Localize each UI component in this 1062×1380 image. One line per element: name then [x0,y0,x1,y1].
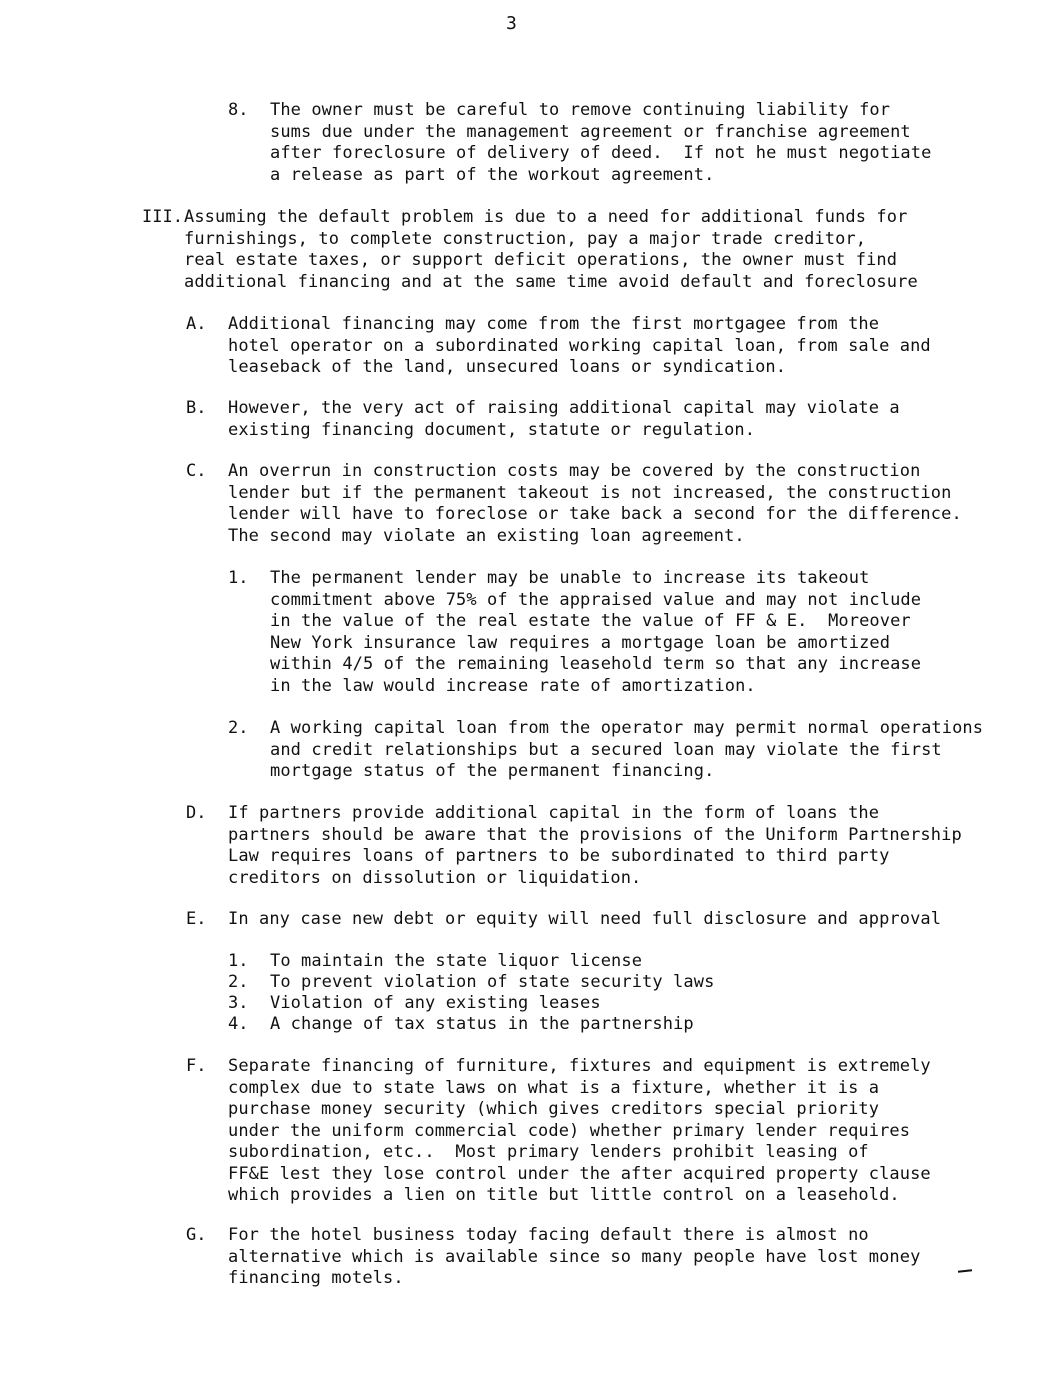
sub-item-c2-working-capital [228,718,983,783]
continuation-dash [958,1269,972,1272]
list-item-8-owner-liability [228,100,931,186]
item-text: To prevent violation of state security laws [270,972,715,992]
section-marker: III. [142,207,183,227]
item-text: However, the very act of raising additional capital may violate a existing financing document, statute or regulation. [228,398,900,440]
section-iii-additional-funds [142,207,918,293]
item-marker: G. [186,1225,207,1245]
item-text: Separate financing of furniture, fixtures and equipment is extremely complex due to state laws on what is a fixture, whether it is a purchase money security (which gives creditors special priority under the uniform commercial code) whether primary lender requires subordination, etc.. Most primary lenders prohibit leasing of FF&E lest they lose control under the after acquired property clause which provides a lien on title but little control on a leasehold. [228,1056,931,1205]
sub-item-c1-permanent-lender [228,568,921,697]
page-number: 3 [506,13,517,34]
item-marker: 1. [228,951,249,971]
item-text: The owner must be careful to remove continuing liability for sums due under the management agreement or franchise agreement after foreclosure of delivery of deed. If not he must negotiate a release as part of the workout agreement. [270,100,932,185]
item-text: Violation of any existing leases [270,993,601,1013]
item-text: A working capital loan from the operator may permit normal operations and credit relationships but a secured loan may violate the first mortgage status of the permanent financing. [270,718,984,781]
item-marker: F. [186,1056,207,1076]
item-marker: D. [186,803,207,823]
item-marker: 4. [228,1014,249,1034]
item-marker: 3. [228,993,249,1013]
item-marker: 2. [228,718,249,738]
item-marker: E. [186,909,207,929]
list-item-a-additional-financing [186,314,931,379]
item-marker: A. [186,314,207,334]
list-item-g-hotel-business [186,1225,920,1290]
item-marker: 8. [228,100,249,120]
item-text: To maintain the state liquor license [270,951,643,971]
item-marker: B. [186,398,207,418]
item-text: In any case new debt or equity will need full disclosure and approval [228,909,942,929]
item-text: A change of tax status in the partnership [270,1014,694,1034]
list-item-b-raising-capital [186,398,900,441]
list-item-d-partner-loans [186,803,962,889]
item-text: If partners provide additional capital in the form of loans the partners should be aware that the provisions of the Uniform Partnership Law requires loans of partners to be subordinated to third party creditors on dissolution or liquidation. [228,803,962,888]
item-text: Additional financing may come from the first mortgagee from the hotel operator on a subordinated working capital loan, from sale and leaseback of the land, unsecured loans or syndication. [228,314,931,377]
sub-item-e1-liquor-license [228,951,642,973]
section-text: Assuming the default problem is due to a need for additional funds for furnishings, to complete construction, pay a major trade creditor, real estate taxes, or support deficit operations, the owner must find additional financing and at the same time avoid default and foreclosure [184,207,918,292]
sub-item-e4-tax-status [228,1014,694,1036]
item-text: An overrun in construction costs may be covered by the construction lender but if the permanent takeout is not increased, the construction lender will have to foreclose or take back a second for the difference. The second may violate an existing loan agreement. [228,461,962,546]
item-text: For the hotel business today facing default there is almost no alternative which is available since so many people have lost money financing motels. [228,1225,921,1288]
item-marker: 1. [228,568,249,588]
sub-item-e3-leases [228,993,601,1015]
item-marker: 2. [228,972,249,992]
sub-item-e2-security-laws [228,972,714,994]
list-item-e-disclosure [186,909,941,931]
list-item-f-separate-financing [186,1056,931,1207]
item-text: The permanent lender may be unable to increase its takeout commitment above 75% of the appraised value and may not include in the value of the real estate the value of FF & E. Moreover New York insurance law requires a mortgage loan be amortized within 4/5 of the remaining leasehold term so that any increase in the law would increase rate of amortization. [270,568,922,696]
list-item-c-construction-overrun [186,461,962,547]
item-marker: C. [186,461,207,481]
